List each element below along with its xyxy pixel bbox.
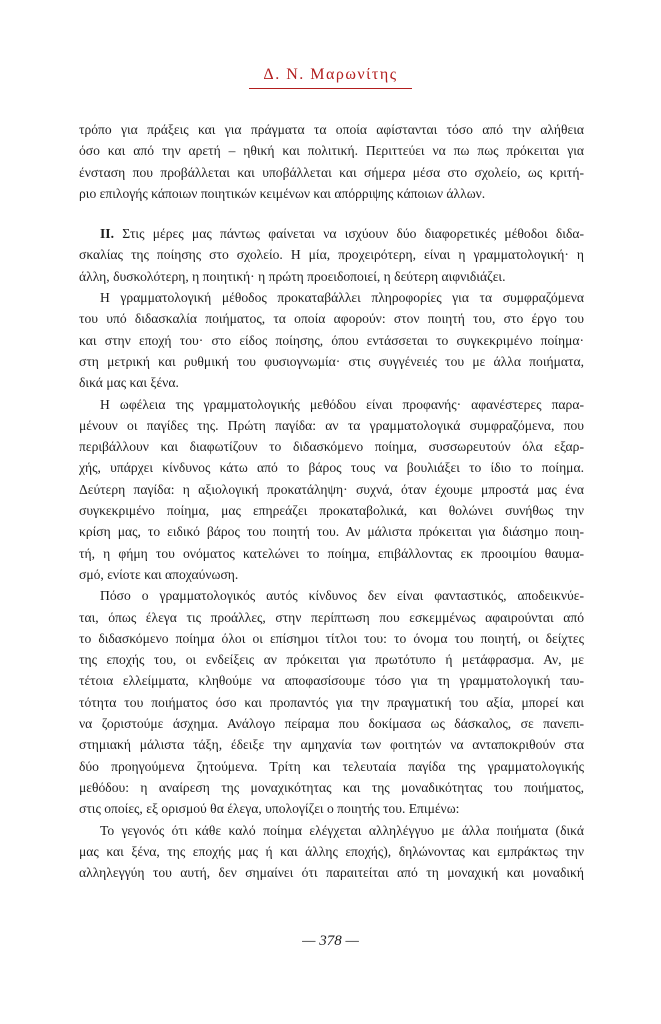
section-gap (79, 204, 584, 223)
paragraph (79, 585, 584, 819)
text-line: να ζοριστούμε άσχημα. Ανάλογο πείραμα που δοκίμασα ως δάσκαλος, σε πανεπι- (79, 716, 584, 732)
page-number: — 378 — (302, 933, 359, 949)
text-line: τότητα του ποιήματος όσο και προπαντός για την πραγματική του αξία, μπορεί και (79, 694, 584, 710)
paragraph (79, 287, 584, 393)
text-line-section-start (79, 223, 584, 244)
text-line: μεθόδου: η αναίρεση της μοναχικότητας και της μοναδικότητας του ποιήματος, (79, 779, 584, 795)
text-line: μένουν οι παγίδες της. Πρώτη παγίδα: αν τα γραμματολογικά συμφραζόμενα, που (79, 417, 584, 433)
body-text (79, 119, 584, 883)
text-line: στημιακή μάλιστα τάξη, έδειξε την αμηχανία των φοιτητών να ανταποκριθούν στα (79, 737, 584, 753)
text-line: άλλη, δυσκολότερη, η ποιητική· η πρώτη προειδοποιεί, η δεύτερη αιφνιδιάζει. (79, 268, 506, 284)
text-line: ριο επιλογής κάποιων ποιητικών κειμένων και απόρριψης κάποιων άλλων. (79, 185, 486, 201)
text-line: περιβάλλουν και διαφωτίζουν το διδασκόμενο ποίημα, συσσωρευτούν όλα εξαρ- (79, 439, 584, 455)
text-line: δύο προηγούμενα ζητούμενα. Τρίτη και τελευταία παγίδα της γραμματολογικής (79, 758, 584, 774)
text-line: σμό, ενίοτε και αποχαύνωση. (79, 566, 239, 582)
text-line: τέτοια ελλείμματα, κληθούμε να αποφασίσουμε τόσο για τη γραμματολογική ταυ- (79, 673, 584, 689)
text-line: ται, όπως έλεγα τις προάλλες, στην περίπτωση που εσκεμμένως αφαιρούνται από (79, 609, 584, 625)
text-line: Η γραμματολογική μέθοδος προκαταβάλλει πληροφορίες για τα συμφραζόμενα (100, 290, 584, 306)
paragraph (79, 394, 584, 586)
text-line: και στην εποχή του· στο είδος ποίησης, όπου εντάσσεται το συγκεκριμένο ποίημα· (79, 332, 584, 348)
text-line: του υπό διδασκαλία ποιήματος, τα οποία αφορούν: στον ποιητή του, στο έργο του (79, 311, 584, 327)
text-line: αλληλεγγύη του αυτή, δεν σημαίνει ότι παραιτείται από τη μοναχική και μοναδική (79, 865, 584, 881)
paragraph-continuation (79, 119, 584, 204)
paragraph-section-ii (79, 223, 584, 287)
running-header (0, 66, 661, 89)
text-line: ένσταση που προβάλλεται και υποβάλλεται και σήμερα μέσα στο σχολείο, ως κριτή- (79, 164, 584, 180)
text-line: συγκεκριμένο ποίημα, μας επηρεάζει προκαταβολικά, και θολώνει συνήθως την (79, 503, 584, 519)
text-line: Πόσο ο γραμματολογικός αυτός κίνδυνος δεν είναι φανταστικός, αποδεικνύε- (100, 588, 584, 604)
text-line: τρόπο για πράξεις και για πράγματα τα οποία αφίστανται τόσο από την αλήθεια (79, 122, 584, 137)
text-line: τή, η φήμη του ονόματος κατελώνει το ποίημα, επιβάλλοντας εκ προοιμίου θαυμα- (79, 545, 584, 561)
section-marker: ΙΙ. (100, 226, 114, 242)
text-line: της εποχής του, οι ενδείξεις αν πρόκειται για πρωτότυπο ή μετάφρασμα. Αν, με (79, 652, 584, 668)
text-line: στις οποίες, εξ ορισμού θα έλεγα, υπολογίζει ο ποιητής του. Επιμένω: (79, 801, 460, 817)
text-line: στη μετρική και ρυθμική του φυσιογνωμία· στις συγγένειές του με άλλα ποιήματα, (79, 353, 584, 369)
text-line: το διδασκόμενο ποίημα όλοι οι επίσημοι τίτλοι του: το όνομα του ποιητή, οι δείχτες (79, 630, 584, 646)
text-line: κρίση μας, το ειδικό βάρος του ποιητή του. Αν μάλιστα πρόκειται για διάσημο ποιη- (79, 524, 584, 540)
text-line: όσο και από την αρετή – ηθική και πολιτική. Περιττεύει να πω πως πρόκειται για (79, 143, 584, 159)
header-author-title: Δ. Ν. Μαρωνίτης (249, 66, 411, 89)
text-line: Δεύτερη παγίδα: η αξιολογική προκατάληψη· συχνά, όταν έχουμε μπροστά μας ένα (79, 481, 584, 497)
text-line: χής, υπάρχει κίνδυνος κάτω από το βάρος τους να βουλιάξει το ίδιο το ποίημα. (79, 460, 584, 476)
text-line: σκαλίας της ποίησης στο σχολείο. Η μία, προχειρότερη, είναι η γραμματολογική· η (79, 247, 584, 263)
text-line: Στις μέρες μας πάντως φαίνεται να ισχύουν δύο διαφορετικές μέθοδοι διδα- (113, 226, 584, 242)
paragraph (79, 820, 584, 884)
text-line: Το γεγονός ότι κάθε καλό ποίημα ελέγχεται αλληλέγγυο με άλλα ποιήματα (δικά (100, 822, 584, 838)
text-line: Η ωφέλεια της γραμματολογικής μεθόδου είναι προφανής· αφανέστερες παρα- (100, 396, 584, 412)
text-line: μας και ξένα, της εποχής μας ή και άλλης εποχής), δηλώνοντας και εμπράκτως την (79, 843, 584, 859)
text-line: δικά μας και ξένα. (79, 375, 179, 391)
